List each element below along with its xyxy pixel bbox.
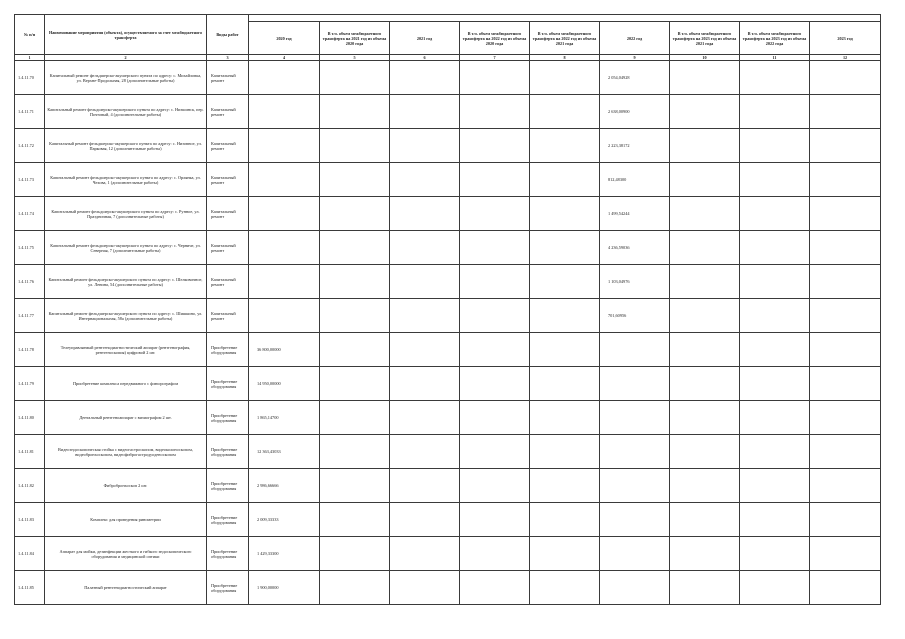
column-number: 7: [460, 55, 530, 61]
row-2021-cell: [390, 197, 460, 231]
row-2021-from-2020-cell: [320, 299, 390, 333]
row-2023-cell: [810, 367, 881, 401]
row-2023-from-2021-cell: [670, 197, 740, 231]
row-2020-cell: [249, 61, 320, 95]
table-row: [15, 61, 881, 95]
row-2023-from-2021-cell: [670, 265, 740, 299]
row-name-cell: Аппарат для мойки, дезинфекции жесткого и гибкого эндоскопического оборудования и медицинской оптики: [45, 537, 207, 571]
row-2022-cell: 2 054,04928: [600, 61, 670, 95]
row-name-cell: Капитальный ремонт фельдшерско-акушерского пункта по адресу: с. Низовное, ул. Парковая, 12 (дополнительные работы): [45, 129, 207, 163]
column-number: 5: [320, 55, 390, 61]
row-2022-cell: 2 223,38172: [600, 129, 670, 163]
table-row: [15, 333, 881, 367]
table-row: [15, 299, 881, 333]
row-number-cell: 1.4.11.78: [15, 333, 45, 367]
row-2023-from-2021-cell: [670, 333, 740, 367]
row-2022-from-2021-cell: [530, 333, 600, 367]
row-2023-from-2022-cell: [740, 367, 810, 401]
row-work-type-cell: Приобретение оборудования: [207, 537, 249, 571]
row-2022-from-2020-cell: [460, 231, 530, 265]
table-row: [15, 129, 881, 163]
row-2023-cell: [810, 333, 881, 367]
row-number-cell: 1.4.11.83: [15, 503, 45, 537]
row-2021-cell: [390, 299, 460, 333]
row-2022-from-2021-cell: [530, 129, 600, 163]
row-2021-from-2020-cell: [320, 163, 390, 197]
row-2023-from-2021-cell: [670, 401, 740, 435]
row-2021-from-2020-cell: [320, 571, 390, 605]
row-2022-from-2021-cell: [530, 401, 600, 435]
row-2021-cell: [390, 537, 460, 571]
row-work-type-cell: Приобретение оборудования: [207, 469, 249, 503]
col-header-2020: 2020 год: [249, 22, 320, 55]
row-name-cell: Капитальный ремонт фельдшерско-акушерского пункта по адресу: с. Низшинск, пер. Почтовый, 4 (дополнительные работы): [45, 95, 207, 129]
row-work-type-cell: Капитальный ремонт: [207, 197, 249, 231]
row-2023-cell: [810, 571, 881, 605]
row-2022-from-2021-cell: [530, 503, 600, 537]
col-header-num: № п/п: [15, 15, 45, 55]
row-2023-from-2022-cell: [740, 197, 810, 231]
row-2023-from-2022-cell: [740, 163, 810, 197]
row-2023-cell: [810, 469, 881, 503]
row-2020-cell: [249, 129, 320, 163]
col-header-2022-from-2020: В т.ч. объем межбюджетного трансферта на 2022 год из объема 2020 года: [460, 22, 530, 55]
row-name-cell: Капитальный ремонт фельдшерско-акушерского пункта по адресу: с. Орлянка, ул. Чехова, 1 (дополнительные работы): [45, 163, 207, 197]
row-work-type-cell: Приобретение оборудования: [207, 435, 249, 469]
row-2022-from-2021-cell: [530, 537, 600, 571]
row-2022-from-2020-cell: [460, 503, 530, 537]
row-work-type-cell: Капитальный ремонт: [207, 129, 249, 163]
row-2023-from-2021-cell: [670, 231, 740, 265]
row-2021-cell: [390, 265, 460, 299]
row-2022-from-2020-cell: [460, 163, 530, 197]
row-2023-from-2021-cell: [670, 129, 740, 163]
table-row: [15, 571, 881, 605]
row-2023-from-2022-cell: [740, 265, 810, 299]
row-2022-cell: [600, 401, 670, 435]
column-number: 8: [530, 55, 600, 61]
column-number: 2: [45, 55, 207, 61]
row-2022-from-2020-cell: [460, 401, 530, 435]
row-2022-cell: 812,48300: [600, 163, 670, 197]
row-2023-cell: [810, 537, 881, 571]
row-name-cell: Палатный рентгенодиагностический аппарат: [45, 571, 207, 605]
row-work-type-cell: Приобретение оборудования: [207, 571, 249, 605]
row-2023-from-2021-cell: [670, 61, 740, 95]
row-2023-from-2022-cell: [740, 503, 810, 537]
row-2020-cell: [249, 299, 320, 333]
row-name-cell: Видеоэндоскопическая стойка с видеогастроскопом, видеоколоноскопом, видеобронхоскопом, видеофиброгастродуоденоскопом: [45, 435, 207, 469]
row-2022-from-2021-cell: [530, 163, 600, 197]
row-2023-cell: [810, 503, 881, 537]
col-header-2022-from-2021: В т.ч. объем межбюджетного трансферта на 2022 год из объема 2021 года: [530, 22, 600, 55]
row-name-cell: Капитальный ремонт фельдшерско-акушерского пункта по адресу: с. Шишкино, ул. Интернациональная, 58а (дополнительные работы): [45, 299, 207, 333]
row-name-cell: Дентальный рентгеноаппарат с визиографом 2 шт.: [45, 401, 207, 435]
row-2023-from-2021-cell: [670, 571, 740, 605]
row-number-cell: 1.4.11.84: [15, 537, 45, 571]
row-2023-cell: [810, 163, 881, 197]
row-2021-from-2020-cell: [320, 435, 390, 469]
row-number-cell: 1.4.11.81: [15, 435, 45, 469]
row-work-type-cell: Капитальный ремонт: [207, 163, 249, 197]
row-2020-cell: 1 900,00000: [249, 571, 320, 605]
row-name-cell: Капитальный ремонт фельдшерско-акушерского пункта по адресу: с. Шелковичное, ул. Ленина, 54 (дополнительные работы): [45, 265, 207, 299]
row-2022-from-2020-cell: [460, 333, 530, 367]
row-2021-from-2020-cell: [320, 197, 390, 231]
row-name-cell: Телеуправляемый рентгенодиагностический аппарат (рентгенография, рентгеноскопия) цифровой 2 шт.: [45, 333, 207, 367]
row-2020-cell: 1 865,14700: [249, 401, 320, 435]
row-2020-cell: [249, 231, 320, 265]
table-row: [15, 163, 881, 197]
row-2020-cell: [249, 197, 320, 231]
row-2023-from-2022-cell: [740, 129, 810, 163]
row-name-cell: Комплекс для проведения ринометрии: [45, 503, 207, 537]
row-2021-cell: [390, 163, 460, 197]
row-2022-cell: 2 638,00900: [600, 95, 670, 129]
row-2022-cell: 701,60956: [600, 299, 670, 333]
row-2022-from-2020-cell: [460, 265, 530, 299]
row-2021-cell: [390, 571, 460, 605]
row-work-type-cell: Приобретение оборудования: [207, 333, 249, 367]
row-2021-from-2020-cell: [320, 537, 390, 571]
row-number-cell: 1.4.11.76: [15, 265, 45, 299]
row-name-cell: Капитальный ремонт фельдшерско-акушерского пункта по адресу: с. Черниче, ул. Северная, 7 (дополнительные работы): [45, 231, 207, 265]
row-2022-cell: [600, 367, 670, 401]
row-2020-cell: 2 009,33333: [249, 503, 320, 537]
column-number: 12: [810, 55, 881, 61]
row-work-type-cell: Капитальный ремонт: [207, 61, 249, 95]
row-2022-from-2021-cell: [530, 435, 600, 469]
row-2021-cell: [390, 129, 460, 163]
row-2023-cell: [810, 435, 881, 469]
col-header-group: [249, 15, 881, 22]
row-2022-from-2021-cell: [530, 571, 600, 605]
table-row: [15, 537, 881, 571]
col-header-2021-from-2020: В т.ч. объем межбюджетного трансферта на 2021 год из объема 2020 года: [320, 22, 390, 55]
col-header-2023-from-2021: В т.ч. объем межбюджетного трансферта на 2023 год из объема 2021 года: [670, 22, 740, 55]
table-row: [15, 469, 881, 503]
col-header-type: Виды работ: [207, 15, 249, 55]
row-2021-cell: [390, 61, 460, 95]
row-work-type-cell: Капитальный ремонт: [207, 299, 249, 333]
table-row: [15, 503, 881, 537]
column-number: 6: [390, 55, 460, 61]
row-2022-from-2020-cell: [460, 95, 530, 129]
row-2020-cell: [249, 265, 320, 299]
row-2020-cell: [249, 163, 320, 197]
column-number: 9: [600, 55, 670, 61]
row-2022-from-2020-cell: [460, 129, 530, 163]
col-header-2022: 2022 год: [600, 22, 670, 55]
row-2022-from-2021-cell: [530, 95, 600, 129]
row-2023-cell: [810, 197, 881, 231]
row-2023-cell: [810, 299, 881, 333]
row-2021-from-2020-cell: [320, 231, 390, 265]
row-2022-from-2020-cell: [460, 367, 530, 401]
row-2020-cell: 2 986,66666: [249, 469, 320, 503]
table-row: [15, 265, 881, 299]
row-2023-from-2022-cell: [740, 435, 810, 469]
row-2023-from-2021-cell: [670, 503, 740, 537]
row-2020-cell: [249, 95, 320, 129]
row-2023-cell: [810, 129, 881, 163]
row-2023-from-2021-cell: [670, 163, 740, 197]
row-number-cell: 1.4.11.74: [15, 197, 45, 231]
table-row: [15, 367, 881, 401]
row-2023-from-2022-cell: [740, 95, 810, 129]
row-number-cell: 1.4.11.75: [15, 231, 45, 265]
transfer-table: [14, 14, 881, 605]
row-2020-cell: 14 950,00000: [249, 367, 320, 401]
row-2021-from-2020-cell: [320, 333, 390, 367]
row-2022-from-2020-cell: [460, 537, 530, 571]
row-work-type-cell: Капитальный ремонт: [207, 95, 249, 129]
row-2023-from-2022-cell: [740, 61, 810, 95]
row-2022-from-2020-cell: [460, 61, 530, 95]
col-header-name: Наименование мероприятия (объекта), осуществляемого за счет межбюджетного трансферта: [45, 15, 207, 55]
row-2023-cell: [810, 95, 881, 129]
row-2022-cell: [600, 435, 670, 469]
row-2023-from-2022-cell: [740, 571, 810, 605]
row-number-cell: 1.4.11.73: [15, 163, 45, 197]
row-2023-from-2022-cell: [740, 401, 810, 435]
row-2021-from-2020-cell: [320, 61, 390, 95]
row-number-cell: 1.4.11.82: [15, 469, 45, 503]
row-2022-cell: [600, 537, 670, 571]
row-number-cell: 1.4.11.70: [15, 61, 45, 95]
row-2023-from-2021-cell: [670, 435, 740, 469]
row-2020-cell: 36 800,00000: [249, 333, 320, 367]
row-2022-from-2020-cell: [460, 469, 530, 503]
row-2021-cell: [390, 333, 460, 367]
row-2022-cell: [600, 333, 670, 367]
row-name-cell: Капитальный ремонт фельдшерско-акушерского пункта по адресу: с. Рунное, ул. Праздничная, 7 (дополнительные работы): [45, 197, 207, 231]
document-sheet: [14, 14, 880, 605]
row-2022-from-2020-cell: [460, 435, 530, 469]
row-2023-from-2022-cell: [740, 231, 810, 265]
row-2022-cell: 4 236,59036: [600, 231, 670, 265]
row-2022-from-2021-cell: [530, 299, 600, 333]
row-2021-cell: [390, 503, 460, 537]
row-work-type-cell: Капитальный ремонт: [207, 265, 249, 299]
row-number-cell: 1.4.11.72: [15, 129, 45, 163]
row-2021-cell: [390, 401, 460, 435]
row-2023-from-2021-cell: [670, 537, 740, 571]
row-2022-cell: [600, 571, 670, 605]
table-row: [15, 197, 881, 231]
row-2022-cell: 1 499,54244: [600, 197, 670, 231]
row-2022-from-2020-cell: [460, 197, 530, 231]
row-number-cell: 1.4.11.79: [15, 367, 45, 401]
row-work-type-cell: Приобретение оборудования: [207, 367, 249, 401]
column-number: 10: [670, 55, 740, 61]
table-row: [15, 435, 881, 469]
row-number-cell: 1.4.11.77: [15, 299, 45, 333]
col-header-2023-from-2022: В т.ч. объем межбюджетного трансферта на 2023 год из объема 2022 года: [740, 22, 810, 55]
row-2022-cell: 1 103,04976: [600, 265, 670, 299]
row-name-cell: Приобретение комплекса передвижного с флюорографом: [45, 367, 207, 401]
column-number: 3: [207, 55, 249, 61]
row-number-cell: 1.4.11.80: [15, 401, 45, 435]
row-2022-from-2021-cell: [530, 61, 600, 95]
table-row: [15, 95, 881, 129]
row-2023-from-2021-cell: [670, 367, 740, 401]
row-2022-from-2021-cell: [530, 367, 600, 401]
column-number: 4: [249, 55, 320, 61]
row-2022-cell: [600, 469, 670, 503]
row-2021-cell: [390, 95, 460, 129]
row-2022-from-2021-cell: [530, 197, 600, 231]
row-2023-from-2021-cell: [670, 469, 740, 503]
row-2023-cell: [810, 61, 881, 95]
row-2023-from-2021-cell: [670, 299, 740, 333]
row-work-type-cell: Капитальный ремонт: [207, 231, 249, 265]
row-2021-from-2020-cell: [320, 469, 390, 503]
row-2021-from-2020-cell: [320, 95, 390, 129]
row-number-cell: 1.4.11.71: [15, 95, 45, 129]
row-2021-from-2020-cell: [320, 265, 390, 299]
col-header-2023: 2023 год: [810, 22, 881, 55]
row-name-cell: Фибробронхоскоп 2 шт.: [45, 469, 207, 503]
row-2021-from-2020-cell: [320, 367, 390, 401]
row-2023-from-2022-cell: [740, 333, 810, 367]
row-2023-from-2022-cell: [740, 299, 810, 333]
row-2021-cell: [390, 469, 460, 503]
row-2023-from-2022-cell: [740, 469, 810, 503]
row-2022-from-2020-cell: [460, 299, 530, 333]
row-2022-from-2021-cell: [530, 265, 600, 299]
row-2021-from-2020-cell: [320, 401, 390, 435]
row-2022-from-2021-cell: [530, 469, 600, 503]
header-top-row: [15, 15, 881, 22]
row-2022-from-2021-cell: [530, 231, 600, 265]
row-2023-cell: [810, 401, 881, 435]
row-2021-from-2020-cell: [320, 129, 390, 163]
row-work-type-cell: Приобретение оборудования: [207, 401, 249, 435]
col-header-2021: 2021 год: [390, 22, 460, 55]
row-2020-cell: 1 429,33300: [249, 537, 320, 571]
row-2023-from-2021-cell: [670, 95, 740, 129]
row-2020-cell: 12 363,43033: [249, 435, 320, 469]
row-2021-cell: [390, 367, 460, 401]
table-row: [15, 231, 881, 265]
column-number: 11: [740, 55, 810, 61]
row-2023-cell: [810, 265, 881, 299]
table-row: [15, 401, 881, 435]
row-2023-cell: [810, 231, 881, 265]
column-number: 1: [15, 55, 45, 61]
row-work-type-cell: Приобретение оборудования: [207, 503, 249, 537]
row-2021-cell: [390, 435, 460, 469]
row-2021-cell: [390, 231, 460, 265]
row-2021-from-2020-cell: [320, 503, 390, 537]
row-2022-from-2020-cell: [460, 571, 530, 605]
row-2023-from-2022-cell: [740, 537, 810, 571]
row-2022-cell: [600, 503, 670, 537]
row-name-cell: Капитальный ремонт фельдшерско-акушерского пункта по адресу: с. Михайловка, ул. Верхне-Продольная, 28 (дополнительные работы): [45, 61, 207, 95]
row-number-cell: 1.4.11.85: [15, 571, 45, 605]
